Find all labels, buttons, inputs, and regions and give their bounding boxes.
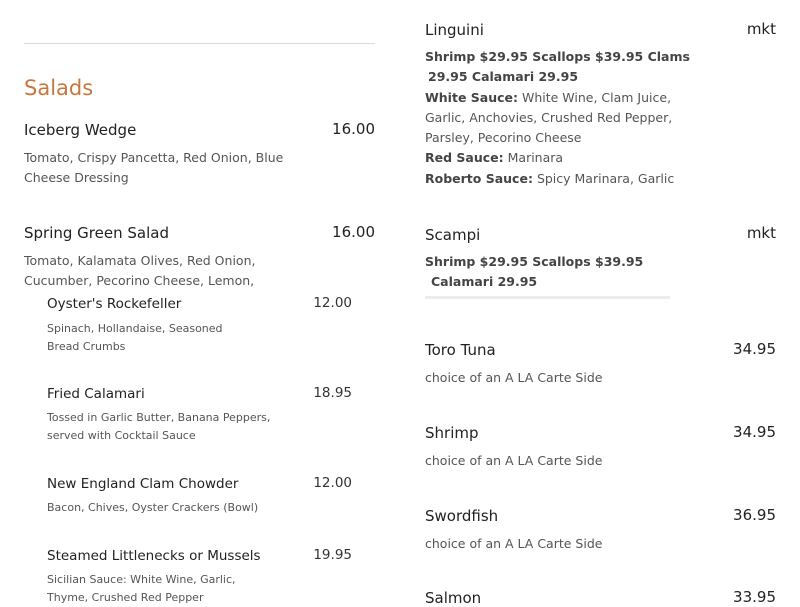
linguini-roberto-sauce <box>425 169 705 189</box>
item-name-steamed-littlenecks: Steamed Littlenecks or Mussels <box>47 548 261 564</box>
overlap-edge <box>425 296 670 299</box>
item-name-new-england-clam-chowder: New England Clam Chowder <box>47 476 239 492</box>
item-name-oysters-rockefeller: Oyster's Rockefeller <box>47 296 182 312</box>
item-name-spring-green-salad: Spring Green Salad <box>24 224 169 242</box>
item-price-new-england-clam-chowder: 12.00 <box>313 475 352 491</box>
item-name-iceberg-wedge: Iceberg Wedge <box>24 121 137 139</box>
item-desc-swordfish: choice of an A LA Carte Side <box>425 536 603 551</box>
item-price-spring-green-salad: 16.00 <box>332 223 375 241</box>
item-desc-oysters-rockefeller: Spinach, Hollandaise, Seasoned Bread Crumbs <box>47 322 223 353</box>
red-sauce-text: Marinara <box>507 150 564 165</box>
item-desc-spring-green-salad: Tomato, Kalamata Olives, Red Onion, Cucumber, Pecorino Cheese, Lemon, <box>24 253 256 288</box>
item-name-swordfish: Swordfish <box>425 507 499 525</box>
item-price-shrimp: 34.95 <box>733 423 776 441</box>
item-name-toro-tuna: Toro Tuna <box>425 341 496 359</box>
white-sauce-label: White Sauce: <box>425 90 518 105</box>
item-desc-toro-tuna: choice of an A LA Carte Side <box>425 370 603 385</box>
item-name-shrimp: Shrimp <box>425 424 479 442</box>
scampi-options-line2: Calamari 29.95 <box>431 274 538 289</box>
scampi-options-line1: Shrimp $29.95 Scallops $39.95 <box>425 254 644 269</box>
item-desc-steamed-littlenecks: Sicilian Sauce: White Wine, Garlic, Thyme, Crushed Red Pepper <box>47 573 236 604</box>
red-sauce-label: Red Sauce: <box>425 150 504 165</box>
section-divider <box>24 43 375 44</box>
item-desc-fried-calamari: Tossed in Garlic Butter, Banana Peppers, served with Cocktail Sauce <box>47 411 271 442</box>
item-price-iceberg-wedge: 16.00 <box>332 120 375 138</box>
roberto-sauce-text: Spicy Marinara, Garlic <box>536 171 675 186</box>
item-price-swordfish: 36.95 <box>733 506 776 524</box>
item-price-steamed-littlenecks: 19.95 <box>313 547 352 563</box>
linguini-red-sauce <box>425 148 695 168</box>
white-sauce-text: White Wine, Clam Juice, Garlic, Anchovies, Crushed Red Pepper, Parsley, Pecorino Cheese <box>425 90 673 145</box>
linguini-white-sauce <box>425 88 695 148</box>
item-name-fried-calamari: Fried Calamari <box>47 386 145 402</box>
item-desc-iceberg-wedge: Tomato, Crispy Pancetta, Red Onion, Blue Cheese Dressing <box>24 150 284 185</box>
item-price-oysters-rockefeller: 12.00 <box>313 295 352 311</box>
item-price-linguini: mkt <box>746 20 776 38</box>
item-price-toro-tuna: 34.95 <box>733 340 776 358</box>
item-price-salmon: 33.95 <box>733 588 776 606</box>
roberto-sauce-label: Roberto Sauce: <box>425 171 533 186</box>
item-name-scampi: Scampi <box>425 226 481 244</box>
item-desc-shrimp: choice of an A LA Carte Side <box>425 453 603 468</box>
item-name-linguini: Linguini <box>425 21 484 39</box>
item-price-fried-calamari: 18.95 <box>313 385 352 401</box>
linguini-options-line2: 29.95 Calamari 29.95 <box>428 69 579 84</box>
item-price-scampi: mkt <box>746 224 776 242</box>
item-desc-new-england-clam-chowder: Bacon, Chives, Oyster Crackers (Bowl) <box>47 501 259 514</box>
linguini-options-line1: Shrimp $29.95 Scallops $39.95 Clams <box>425 49 690 64</box>
item-name-salmon: Salmon <box>425 589 482 607</box>
section-title-salads: Salads <box>24 76 94 100</box>
